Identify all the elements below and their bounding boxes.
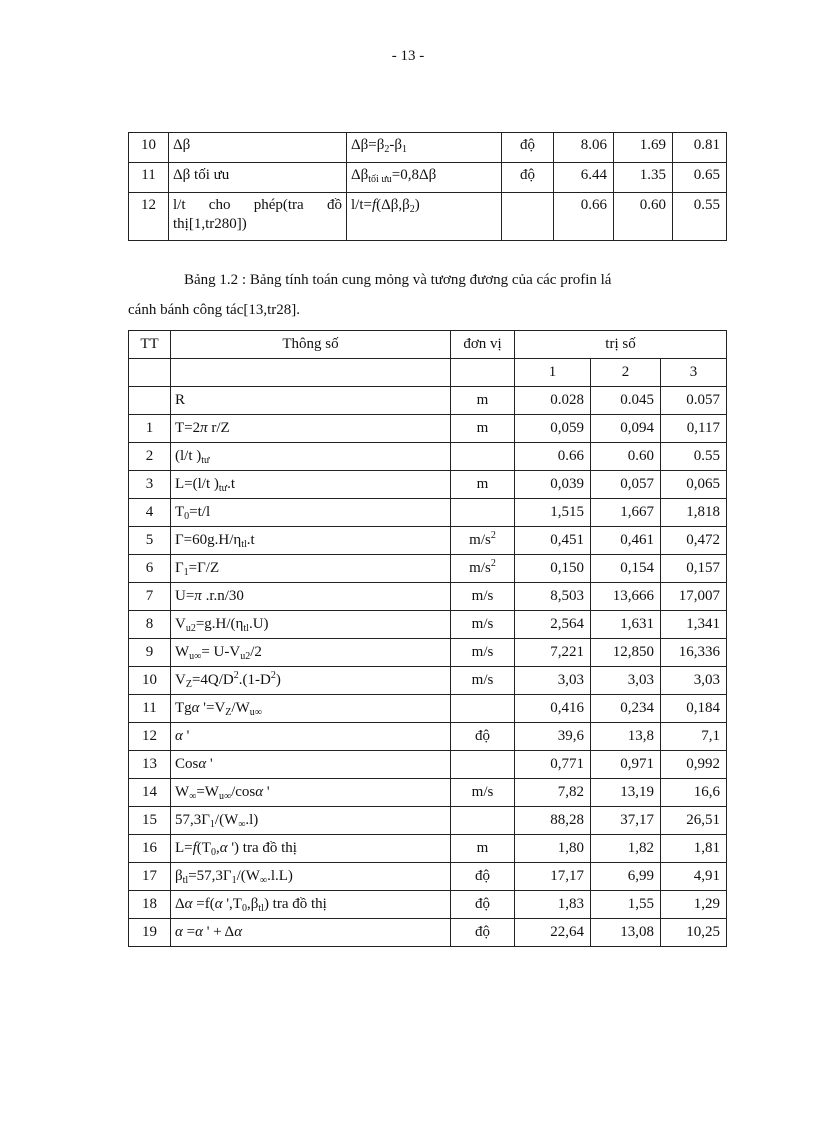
parameter: $W_{u\infty}= U-V_{u2}/2$ [171, 639, 451, 667]
value-3: 1,29 [661, 891, 727, 919]
value-2: 0,971 [591, 751, 661, 779]
table-header-row [129, 331, 727, 359]
parameter: $L=f(T_0,\alpha$ ') tra đồ thị [171, 835, 451, 863]
unit [451, 695, 515, 723]
header-col-1: 1 [515, 359, 591, 387]
table-row [129, 193, 727, 241]
value-2: 3,03 [591, 667, 661, 695]
value-1: 0,451 [515, 527, 591, 555]
parameter: $V_{u2}=g.H/(\eta_{tl}.U)$ [171, 611, 451, 639]
row-number: 12 [129, 723, 171, 751]
row-number: 1 [129, 415, 171, 443]
parameter: L=(l/t )$_{tư}.t$ [171, 471, 451, 499]
row-number: 17 [129, 863, 171, 891]
value-1: 0,150 [515, 555, 591, 583]
value-1: 8,503 [515, 583, 591, 611]
parameter: Cosα ' [171, 751, 451, 779]
row-number: 11 [129, 695, 171, 723]
parameter: Tgα '$=V_Z/W_{u\infty}$ [171, 695, 451, 723]
unit [451, 807, 515, 835]
unit: độ [502, 133, 554, 163]
formula: $\Delta\beta_{tối ưu}=0,8\Delta\beta$ [347, 163, 502, 193]
value-1: 17,17 [515, 863, 591, 891]
value-2: 13,19 [591, 779, 661, 807]
table-row [129, 807, 727, 835]
unit [451, 499, 515, 527]
header-col-3: 3 [661, 359, 727, 387]
value-3: 0.55 [661, 443, 727, 471]
table-row [129, 863, 727, 891]
value-1: 0,039 [515, 471, 591, 499]
row-number: 8 [129, 611, 171, 639]
row-number: 6 [129, 555, 171, 583]
value-2: 12,850 [591, 639, 661, 667]
header-col-2: 2 [591, 359, 661, 387]
value-3: 3,03 [661, 667, 727, 695]
value-3: 1,81 [661, 835, 727, 863]
parameter: $W_\infty=W_{u\infty}$/cosα ' [171, 779, 451, 807]
table-row [129, 639, 727, 667]
table-row [129, 723, 727, 751]
parameter-name: Δβ tối ưu [169, 163, 347, 193]
value-2: 13,08 [591, 919, 661, 947]
value-1: 0,771 [515, 751, 591, 779]
table-row [129, 471, 727, 499]
value-3: 17,007 [661, 583, 727, 611]
value-2: 0.60 [614, 193, 673, 241]
value-2: 1,55 [591, 891, 661, 919]
parameter: Δα =f(α '$,T_0,\beta_{tl}$) tra đồ thị [171, 891, 451, 919]
value-1: 0,416 [515, 695, 591, 723]
value-2: 1,667 [591, 499, 661, 527]
unit: m/s [451, 779, 515, 807]
row-number: 18 [129, 891, 171, 919]
value-3: 16,6 [661, 779, 727, 807]
value-2: 0,094 [591, 415, 661, 443]
row-number: 9 [129, 639, 171, 667]
row-number: 4 [129, 499, 171, 527]
value-2: 37,17 [591, 807, 661, 835]
row-number: 10 [129, 133, 169, 163]
value-3: 0,184 [661, 695, 727, 723]
table-row [129, 133, 727, 163]
row-number: 19 [129, 919, 171, 947]
value-3: 0.55 [673, 193, 727, 241]
formula: $\Delta\beta=\beta_2-\beta_1$ [347, 133, 502, 163]
table-caption: Bảng 1.2 : Bảng tính toán cung mỏng và tương đương của các profin lá cánh bánh công tác[13,tr28]. [128, 272, 612, 318]
value-3: 7,1 [661, 723, 727, 751]
header-parameter: Thông số [171, 331, 451, 359]
value-1: 0.66 [554, 193, 614, 241]
value-1: 3,03 [515, 667, 591, 695]
header-value: trị số [515, 331, 727, 359]
parameter: α ' [171, 723, 451, 751]
table-subheader-row [129, 359, 727, 387]
row-number: 7 [129, 583, 171, 611]
row-number: 2 [129, 443, 171, 471]
table-row [129, 555, 727, 583]
table-row [129, 415, 727, 443]
unit: độ [502, 163, 554, 193]
value-3: 0,992 [661, 751, 727, 779]
table-row [129, 163, 727, 193]
parameter: T=2π r/Z [171, 415, 451, 443]
value-1: 7,221 [515, 639, 591, 667]
value-2: 6,99 [591, 863, 661, 891]
table-row [129, 499, 727, 527]
value-1: 1,83 [515, 891, 591, 919]
unit [451, 443, 515, 471]
parameter: $57,3\Gamma_1/(W_\infty.l)$ [171, 807, 451, 835]
row-number: 5 [129, 527, 171, 555]
row-number: 11 [129, 163, 169, 193]
unit [451, 751, 515, 779]
value-3: 26,51 [661, 807, 727, 835]
value-3: 0,472 [661, 527, 727, 555]
unit: m/s [451, 611, 515, 639]
value-3: 0.81 [673, 133, 727, 163]
unit [502, 193, 554, 241]
unit: m [451, 415, 515, 443]
formula: $l/t=f(\Delta\beta,\beta_2)$ [347, 193, 502, 241]
value-2: 1,631 [591, 611, 661, 639]
value-2: 0.60 [591, 443, 661, 471]
value-2: 0,057 [591, 471, 661, 499]
value-1: 22,64 [515, 919, 591, 947]
calculation-table [128, 330, 727, 947]
value-3: 0.65 [673, 163, 727, 193]
table-row [129, 891, 727, 919]
table-row [129, 527, 727, 555]
parameter: $\Gamma_1=\Gamma/Z$ [171, 555, 451, 583]
parameter: (l/t )$_{tư}$ [171, 443, 451, 471]
value-2: 0,461 [591, 527, 661, 555]
value-3: 0,157 [661, 555, 727, 583]
value-1: 0,059 [515, 415, 591, 443]
continuation-table [128, 132, 727, 241]
table-row [129, 387, 727, 415]
value-2: 13,8 [591, 723, 661, 751]
value-2: 0.045 [591, 387, 661, 415]
row-number: 16 [129, 835, 171, 863]
value-3: 1,341 [661, 611, 727, 639]
parameter: $\beta_{tl}=57,3\Gamma_1/(W_\infty.l.L)$ [171, 863, 451, 891]
parameter-name: l/t cho phép(tra đồ thị[1,tr280]) [169, 193, 347, 241]
unit: độ [451, 863, 515, 891]
value-2: 1.35 [614, 163, 673, 193]
value-1: 1,80 [515, 835, 591, 863]
value-3: 0,065 [661, 471, 727, 499]
value-2: 1.69 [614, 133, 673, 163]
table-row [129, 779, 727, 807]
value-1: 88,28 [515, 807, 591, 835]
unit: m [451, 471, 515, 499]
table-row [129, 919, 727, 947]
value-3: 10,25 [661, 919, 727, 947]
value-1: 7,82 [515, 779, 591, 807]
value-3: 0,117 [661, 415, 727, 443]
parameter: $V_Z=4Q/D^2.(1-D^2)$ [171, 667, 451, 695]
row-number: 13 [129, 751, 171, 779]
row-number: 14 [129, 779, 171, 807]
value-1: 8.06 [554, 133, 614, 163]
row-number: 15 [129, 807, 171, 835]
row-number: 3 [129, 471, 171, 499]
value-1: 2,564 [515, 611, 591, 639]
value-3: 0.057 [661, 387, 727, 415]
unit: $m/s^2$ [451, 555, 515, 583]
parameter: $T_0=t/l$ [171, 499, 451, 527]
unit: m/s [451, 639, 515, 667]
page-number: - 13 - [391, 48, 425, 64]
unit: độ [451, 723, 515, 751]
table-row [129, 611, 727, 639]
value-1: 39,6 [515, 723, 591, 751]
header-tt: TT [129, 331, 171, 359]
table-row [129, 835, 727, 863]
value-3: 16,336 [661, 639, 727, 667]
value-3: 4,91 [661, 863, 727, 891]
value-1: 1,515 [515, 499, 591, 527]
table-row [129, 695, 727, 723]
value-3: 1,818 [661, 499, 727, 527]
value-2: 0,234 [591, 695, 661, 723]
value-2: 13,666 [591, 583, 661, 611]
table-row [129, 443, 727, 471]
row-number: 12 [129, 193, 169, 241]
table-row [129, 667, 727, 695]
parameter-name: Δβ [169, 133, 347, 163]
unit: m/s [451, 583, 515, 611]
value-1: 0.028 [515, 387, 591, 415]
row-number: 10 [129, 667, 171, 695]
table-row [129, 583, 727, 611]
unit: độ [451, 891, 515, 919]
unit: $m/s^2$ [451, 527, 515, 555]
table-row [129, 751, 727, 779]
header-unit: đơn vị [451, 331, 515, 359]
unit: m/s [451, 667, 515, 695]
value-1: 0.66 [515, 443, 591, 471]
value-1: 6.44 [554, 163, 614, 193]
parameter: $\Gamma=60g.H/\eta_{tl}.t$ [171, 527, 451, 555]
parameter: U=π .r.n/30 [171, 583, 451, 611]
value-2: 1,82 [591, 835, 661, 863]
unit: m [451, 387, 515, 415]
unit: độ [451, 919, 515, 947]
parameter: α =α ' + Δα [171, 919, 451, 947]
unit: m [451, 835, 515, 863]
parameter: R [171, 387, 451, 415]
value-2: 0,154 [591, 555, 661, 583]
